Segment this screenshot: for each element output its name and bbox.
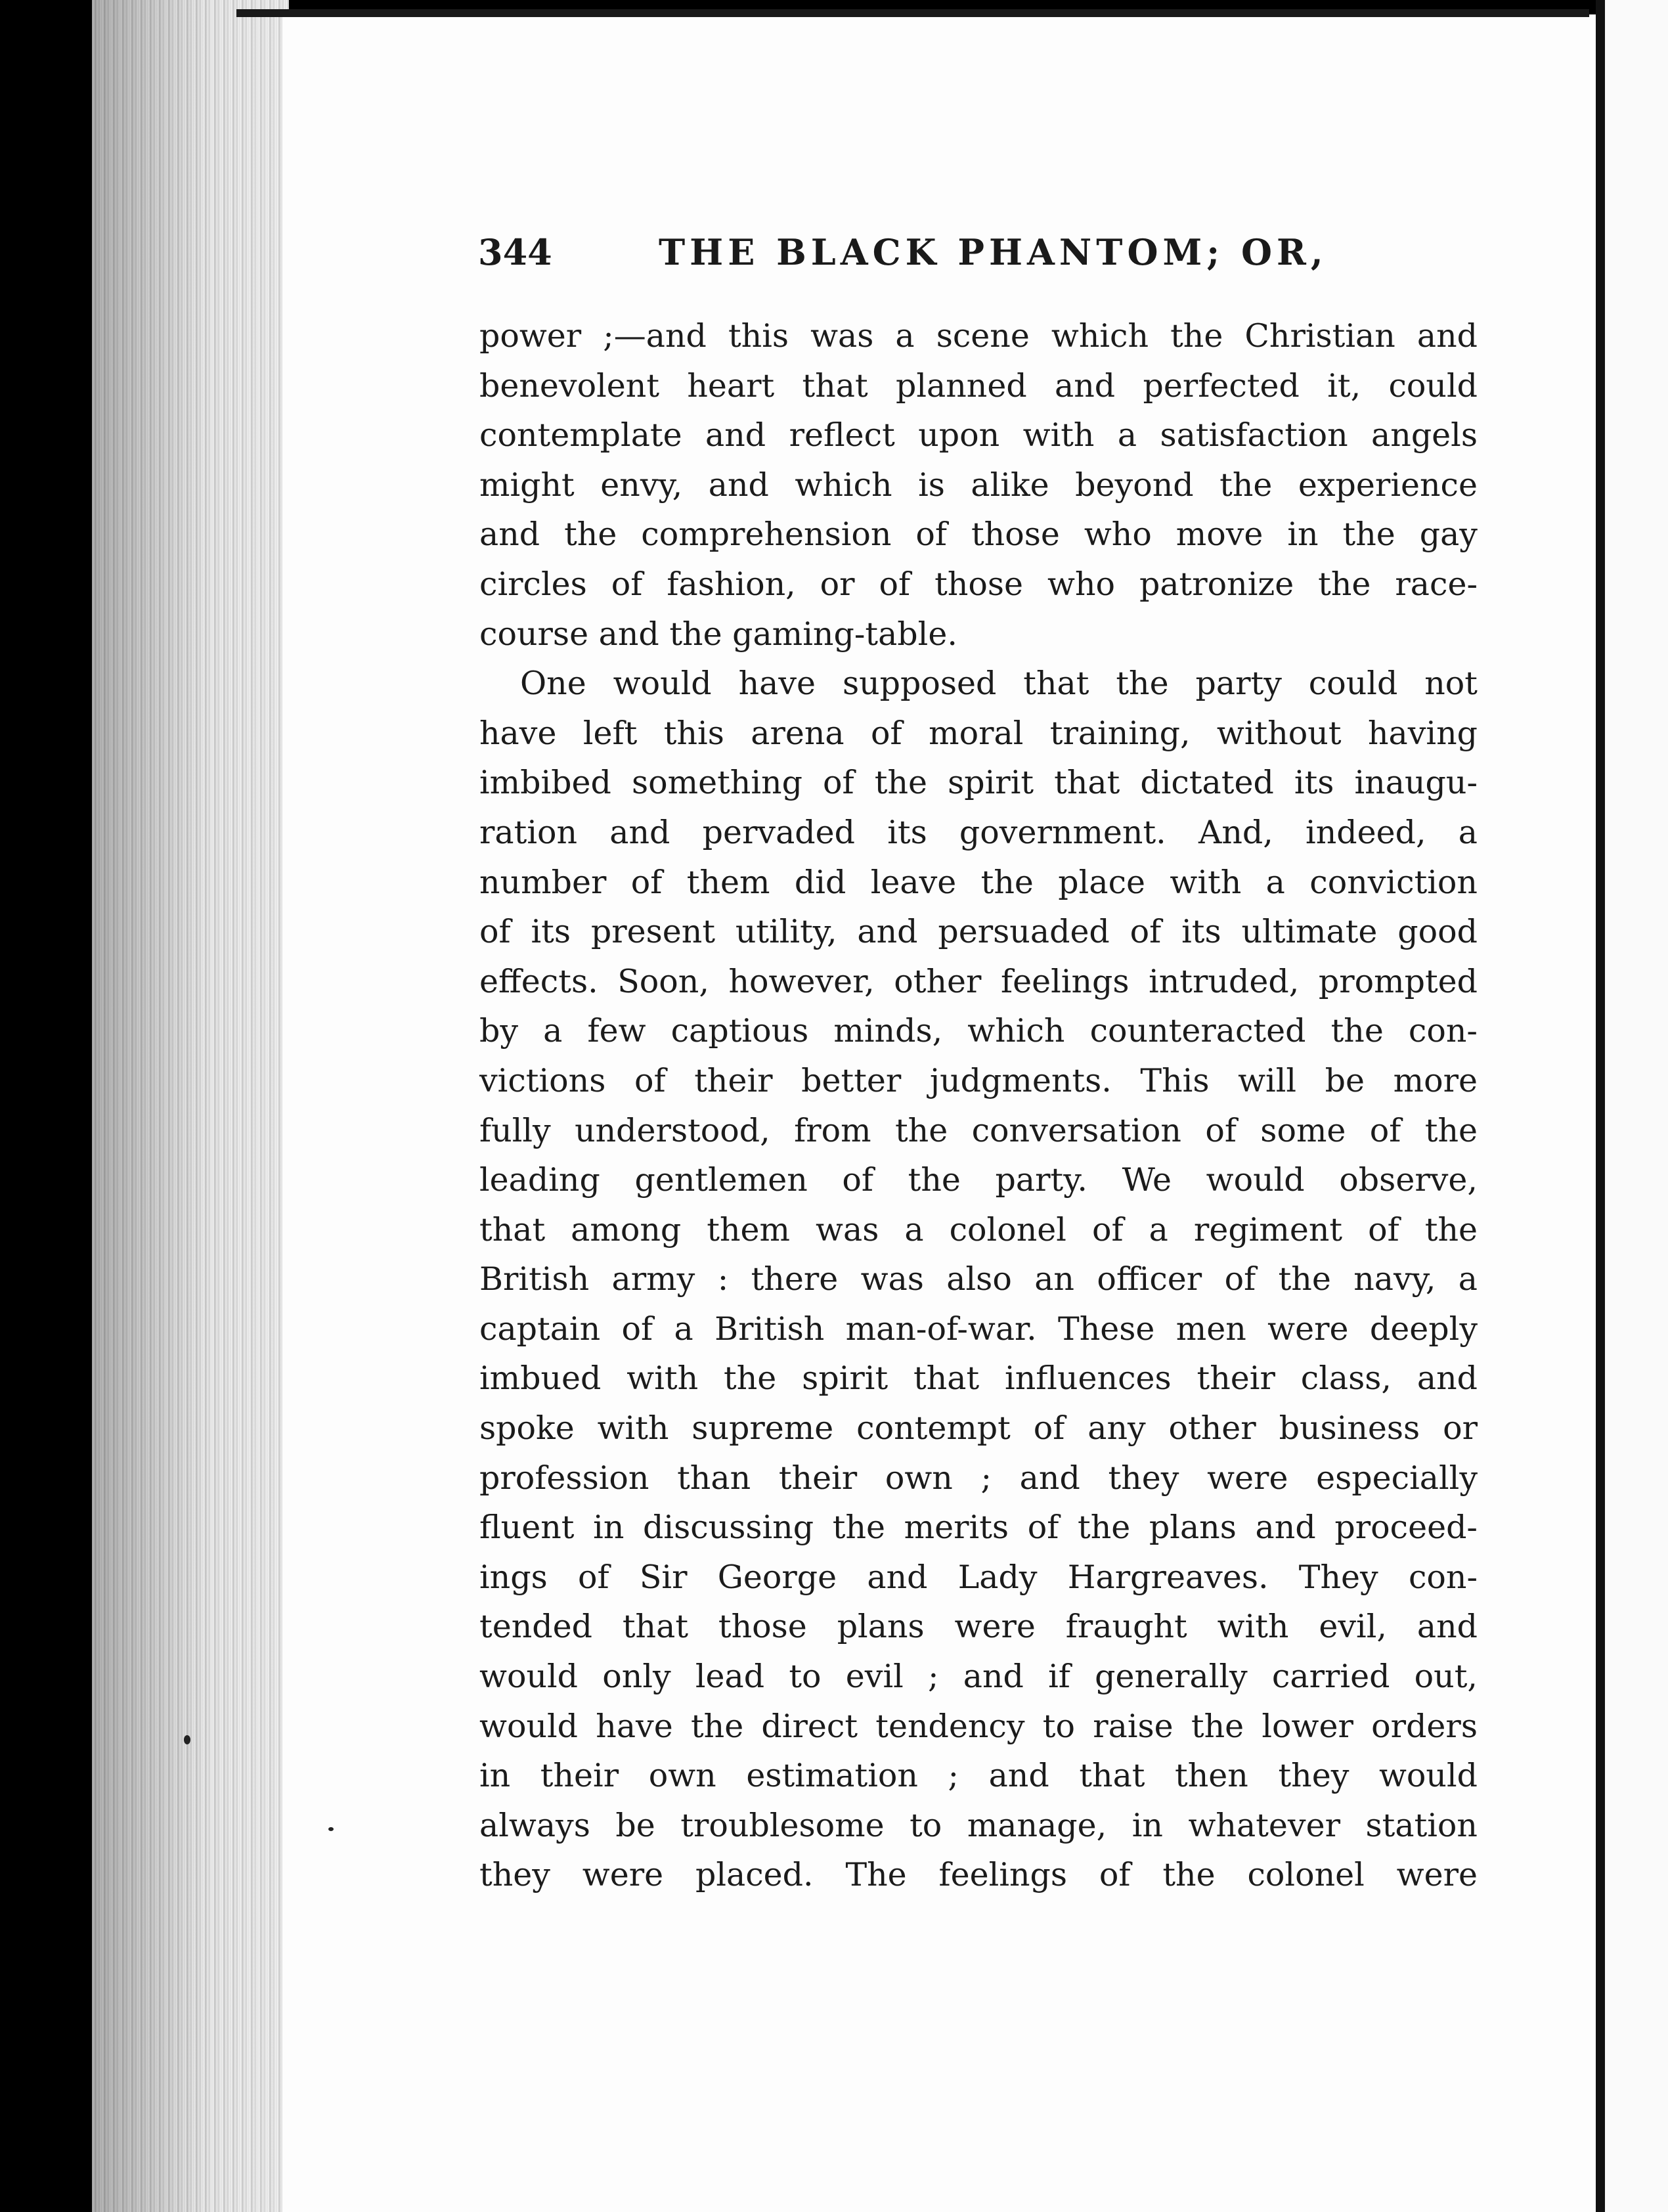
text-line: in their own estimation ; and that then they would [479,1757,1478,1795]
text-line: profession than their own ; and they were especially [479,1459,1478,1497]
text-line: by a few captious minds, which counteracted the con- [479,1012,1478,1050]
paragraph [479,311,1478,659]
text-line: that among them was a colonel of a regiment of the [479,1210,1478,1249]
text-line: number of them did leave the place with a conviction [479,863,1478,901]
text-line: have left this arena of moral training, without having [479,714,1478,752]
text-line: circles of fashion, or of those who patronize the race- [479,565,1478,603]
paragraph [479,659,1478,1900]
text-line: fluent in discussing the merits of the plans and proceed- [479,1509,1478,1547]
body-text [479,311,1478,1900]
text-line: course and the gaming-table. [479,615,957,653]
page-number: 344 [478,231,552,273]
text-line: fully understood, from the conversation of some of the [479,1111,1478,1149]
text-line: benevolent heart that planned and perfected it, could [479,366,1478,405]
text-line: ings of Sir George and Lady Hargreaves. They con- [479,1558,1478,1596]
text-line: captain of a British man-of-war. These men were deeply [479,1310,1478,1348]
scan-speck [184,1735,190,1744]
text-line: tended that those plans were fraught with evil, and [479,1608,1478,1646]
text-line: British army : there was also an officer of the navy, a [479,1260,1478,1298]
page-edge-shadow [92,0,289,2212]
text-line: leading gentlemen of the party. We would observe, [479,1161,1478,1199]
text-line: of its present utility, and persuaded of its ultimate good [479,913,1478,951]
text-line: always be troublesome to manage, in whatever station [479,1806,1478,1844]
text-line: victions of their better judgments. This will be more [479,1061,1478,1099]
text-line: would have the direct tendency to raise the lower orders [479,1707,1478,1745]
text-line: contemplate and reflect upon with a satisfaction angels [479,416,1478,454]
facing-page-strip [1596,0,1668,2212]
top-border-line [236,9,1589,17]
text-line: they were placed. The feelings of the colonel were [479,1856,1478,1894]
text-line: ration and pervaded its government. And, indeed, a [479,813,1478,851]
text-line: would only lead to evil ; and if generally carried out, [479,1658,1478,1696]
text-line: power ;—and this was a scene which the Christian and [479,317,1478,355]
text-line: might envy, and which is alike beyond the experience [479,466,1478,504]
text-line: and the comprehension of those who move in the gay [479,516,1478,554]
text-line: One would have supposed that the party could not [520,665,1478,703]
running-header [478,231,1424,284]
text-line: imbibed something of the spirit that dictated its inaugu- [479,764,1478,802]
running-head-title: THE BLACK PHANTOM; OR, [659,231,1328,273]
text-line: imbued with the spirit that influences their class, and [479,1360,1478,1398]
text-line: effects. Soon, however, other feelings intruded, prompted [479,962,1478,1000]
scan-speck [328,1827,334,1831]
text-line: spoke with supreme contempt of any other business or [479,1409,1478,1448]
